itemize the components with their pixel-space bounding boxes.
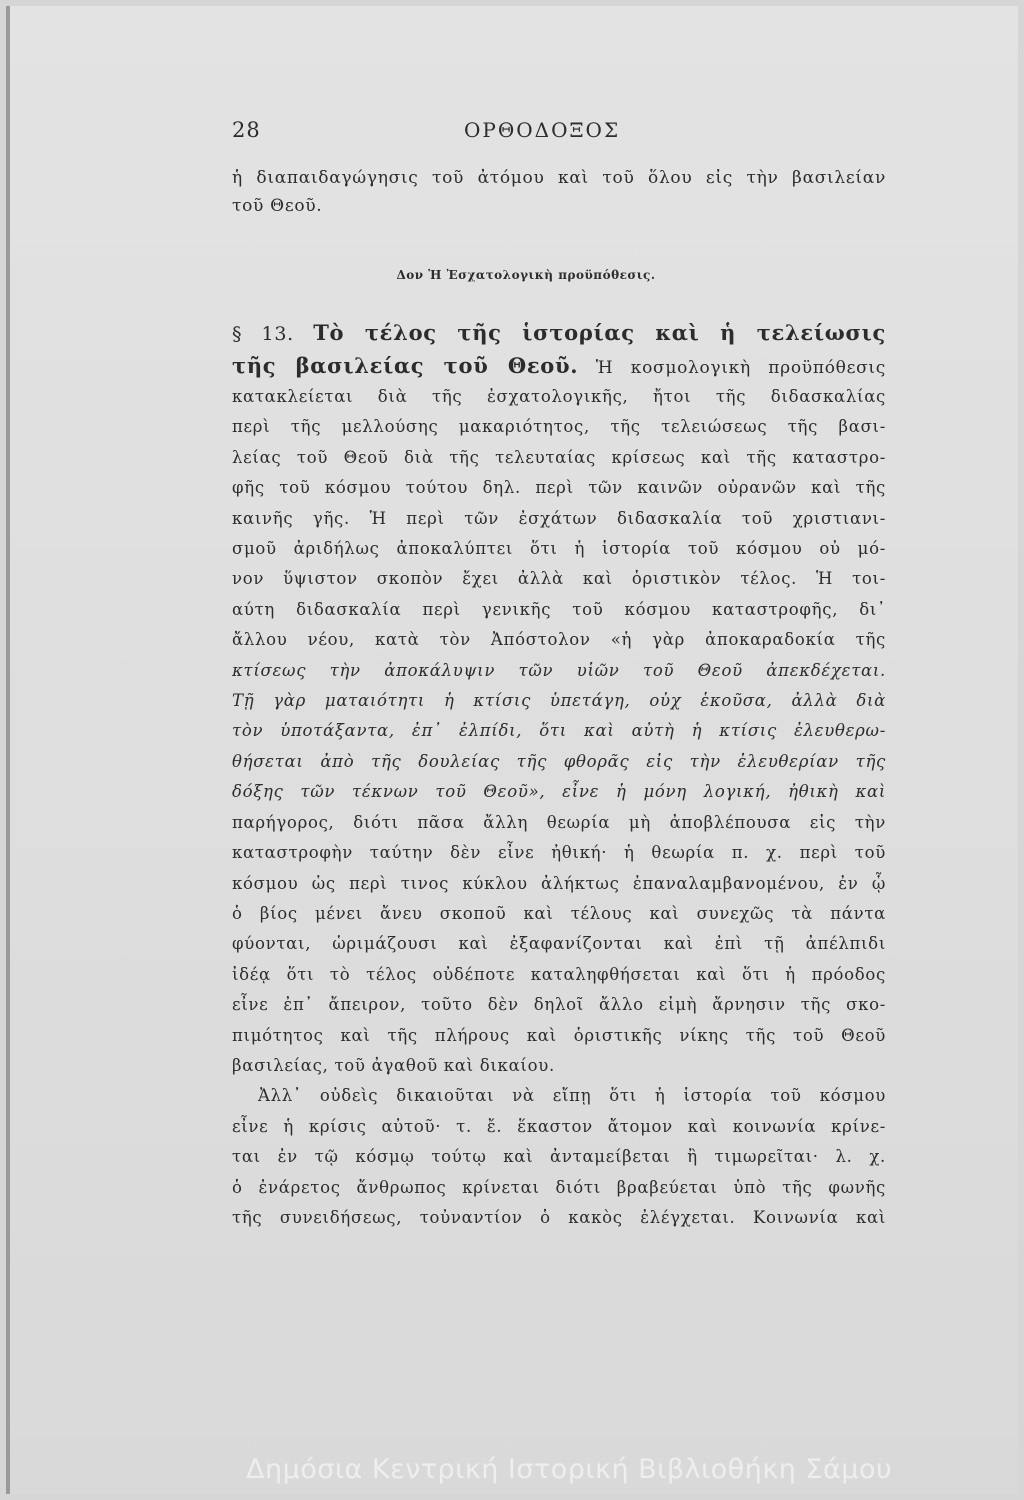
text-line: ἄλλου νέου, κατὰ τὸν Ἀπόστολον «ἡ γὰρ ἀποκαραδοκία τῆς xyxy=(232,630,886,650)
text-line: ὁ ἐνάρετος ἄνθρωπος κρίνεται διότι βραβεύεται ὑπὸ τῆς φωνῆς xyxy=(232,1177,886,1197)
text-line: εἶνε ἐπ᾿ ἄπειρον, τοῦτο δὲν δηλοῖ ἄλλο εἰμὴ ἄρνησιν τῆς σκο- xyxy=(232,995,886,1015)
section-first-sentence: Ἡ κοσμολογικὴ προϋπόθεσις xyxy=(578,358,886,378)
body-text xyxy=(232,382,886,1233)
text-line: τὸν ὑποτάξαντα, ἐπ᾿ ἐλπίδι, ὅτι καὶ αὐτὴ ἡ κτίσις ἐλευθερω- xyxy=(232,721,886,741)
section-title-line-2-text xyxy=(232,349,886,385)
subheading: Δον Ἡ Ἐσχατολογικὴ προϋπόθεσις. xyxy=(396,268,656,282)
text-line: καινῆς γῆς. Ἡ περὶ τῶν ἐσχάτων διδασκαλία τοῦ χριστιανι- xyxy=(232,508,886,528)
text-line: περὶ τῆς μελλούσης μακαριότητος, τῆς τελειώσεως τῆς βασι- xyxy=(232,417,886,437)
text-line: Τῇ γὰρ ματαιότητι ἡ κτίσις ὑπετάγη, οὐχ ἑκοῦσα, ἀλλὰ διὰ xyxy=(232,691,886,711)
text-line: καταστροφὴν ταύτην δὲν εἶνε ἠθική· ἡ θεωρία π. χ. περὶ τοῦ xyxy=(232,843,886,863)
text-line: ἡ διαπαιδαγώγησις τοῦ ἀτόμου καὶ τοῦ ὅλου εἰς τὴν βασιλείαν xyxy=(232,168,886,188)
text-line: τοῦ Θεοῦ. xyxy=(232,196,323,216)
running-title: ΟΡΘΟΔΟΞΟΣ xyxy=(464,118,621,142)
section-title-line-1 xyxy=(232,316,886,351)
text-line: κτίσεως τὴν ἀποκάλυψιν τῶν υἱῶν τοῦ Θεοῦ ἀπεκδέχεται. xyxy=(232,660,886,680)
section-title-line-2 xyxy=(232,349,886,385)
section-heading xyxy=(232,316,886,351)
text-line: ὁ βίος μένει ἄνευ σκοποῦ καὶ τέλους καὶ συνεχῶς τὰ πάντα xyxy=(232,903,886,923)
text-line: παρήγορος, διότι πᾶσα ἄλλη θεωρία μὴ ἀποβλέπουσα εἰς τὴν xyxy=(232,812,886,832)
text-line: δόξης τῶν τέκνων τοῦ Θεοῦ», εἶνε ἡ μόνη λογική, ἠθικὴ καὶ xyxy=(232,782,886,802)
text-line: βασιλείας, τοῦ ἀγαθοῦ καὶ δικαίου. xyxy=(232,1055,555,1075)
text-line: ται ἐν τῷ κόσμῳ τούτῳ καὶ ἀνταμείβεται ἢ τιμωρεῖται· λ. χ. xyxy=(232,1147,886,1167)
text-line: σμοῦ ἀριδήλως ἀποκαλύπτει ὅτι ἡ ἱστορία τοῦ κόσμου οὐ μό- xyxy=(232,539,886,559)
text-line: ἰδέᾳ ὅτι τὸ τέλος οὐδέποτε καταληφθήσεται καὶ ὅτι ἡ πρόοδος xyxy=(232,964,886,984)
section-title-continued: τῆς βασιλείας τοῦ Θεοῦ. xyxy=(232,353,579,378)
text-line: αύτη διδασκαλία περὶ γενικῆς τοῦ κόσμου καταστροφῆς, δι᾿ xyxy=(232,599,886,619)
page-header xyxy=(232,118,912,154)
text-line: εἶνε ἡ κρίσις αὐτοῦ· τ. ἔ. ἕκαστον ἄτομον καὶ κοινωνία κρίνε- xyxy=(232,1116,886,1136)
book-page xyxy=(6,6,1018,1494)
text-line: φύονται, ὡριμάζουσι καὶ ἐξαφανίζονται καὶ ἐπὶ τῇ ἀπέλπιδι xyxy=(232,934,886,954)
text-line: πιμότητος καὶ τῆς πλήρους καὶ ὁριστικῆς νίκης τῆς τοῦ Θεοῦ xyxy=(232,1025,886,1045)
text-line: τῆς συνειδήσεως, τοὐναντίον ὁ κακὸς ἐλέγχεται. Κοινωνία καὶ xyxy=(232,1207,886,1227)
text-line: νον ὕψιστον σκοπὸν ἔχει ἀλλὰ καὶ ὁριστικὸν τέλος. Ἡ τοι- xyxy=(232,569,886,589)
section-title: Τὸ τέλος τῆς ἱστορίας καὶ ἡ τελείωσις xyxy=(313,320,886,345)
text-line: κατακλείεται διὰ τῆς ἐσχατολογικῆς, ἤτοι τῆς διδασκαλίας xyxy=(232,387,886,406)
page-number: 28 xyxy=(232,118,261,142)
section-number: § 13. xyxy=(232,323,294,345)
text-line: λείας τοῦ Θεοῦ διὰ τῆς τελευταίας κρίσεως καὶ τῆς καταστρο- xyxy=(232,447,886,467)
text-line: κόσμου ὡς περὶ τινος κύκλου ἀλήκτως ἐπαναλαμβανομένου, ἐν ᾧ xyxy=(232,873,886,893)
text-line: θήσεται ἀπὸ τῆς δουλείας τῆς φθορᾶς εἰς τὴν ἐλευθερίαν τῆς xyxy=(232,751,886,771)
text-line: Ἀλλ᾿ οὐδεὶς δικαιοῦται νὰ εἴπῃ ὅτι ἡ ἱστορία τοῦ κόσμου xyxy=(258,1086,886,1106)
text-line: φῆς τοῦ κόσμου τούτου δηλ. περὶ τῶν καινῶν οὐρανῶν καὶ τῆς xyxy=(232,478,886,498)
intro-paragraph xyxy=(232,164,886,220)
library-watermark: Δημόσια Κεντρική Ιστορική Βιβλιοθήκη Σάμου xyxy=(246,1454,893,1485)
